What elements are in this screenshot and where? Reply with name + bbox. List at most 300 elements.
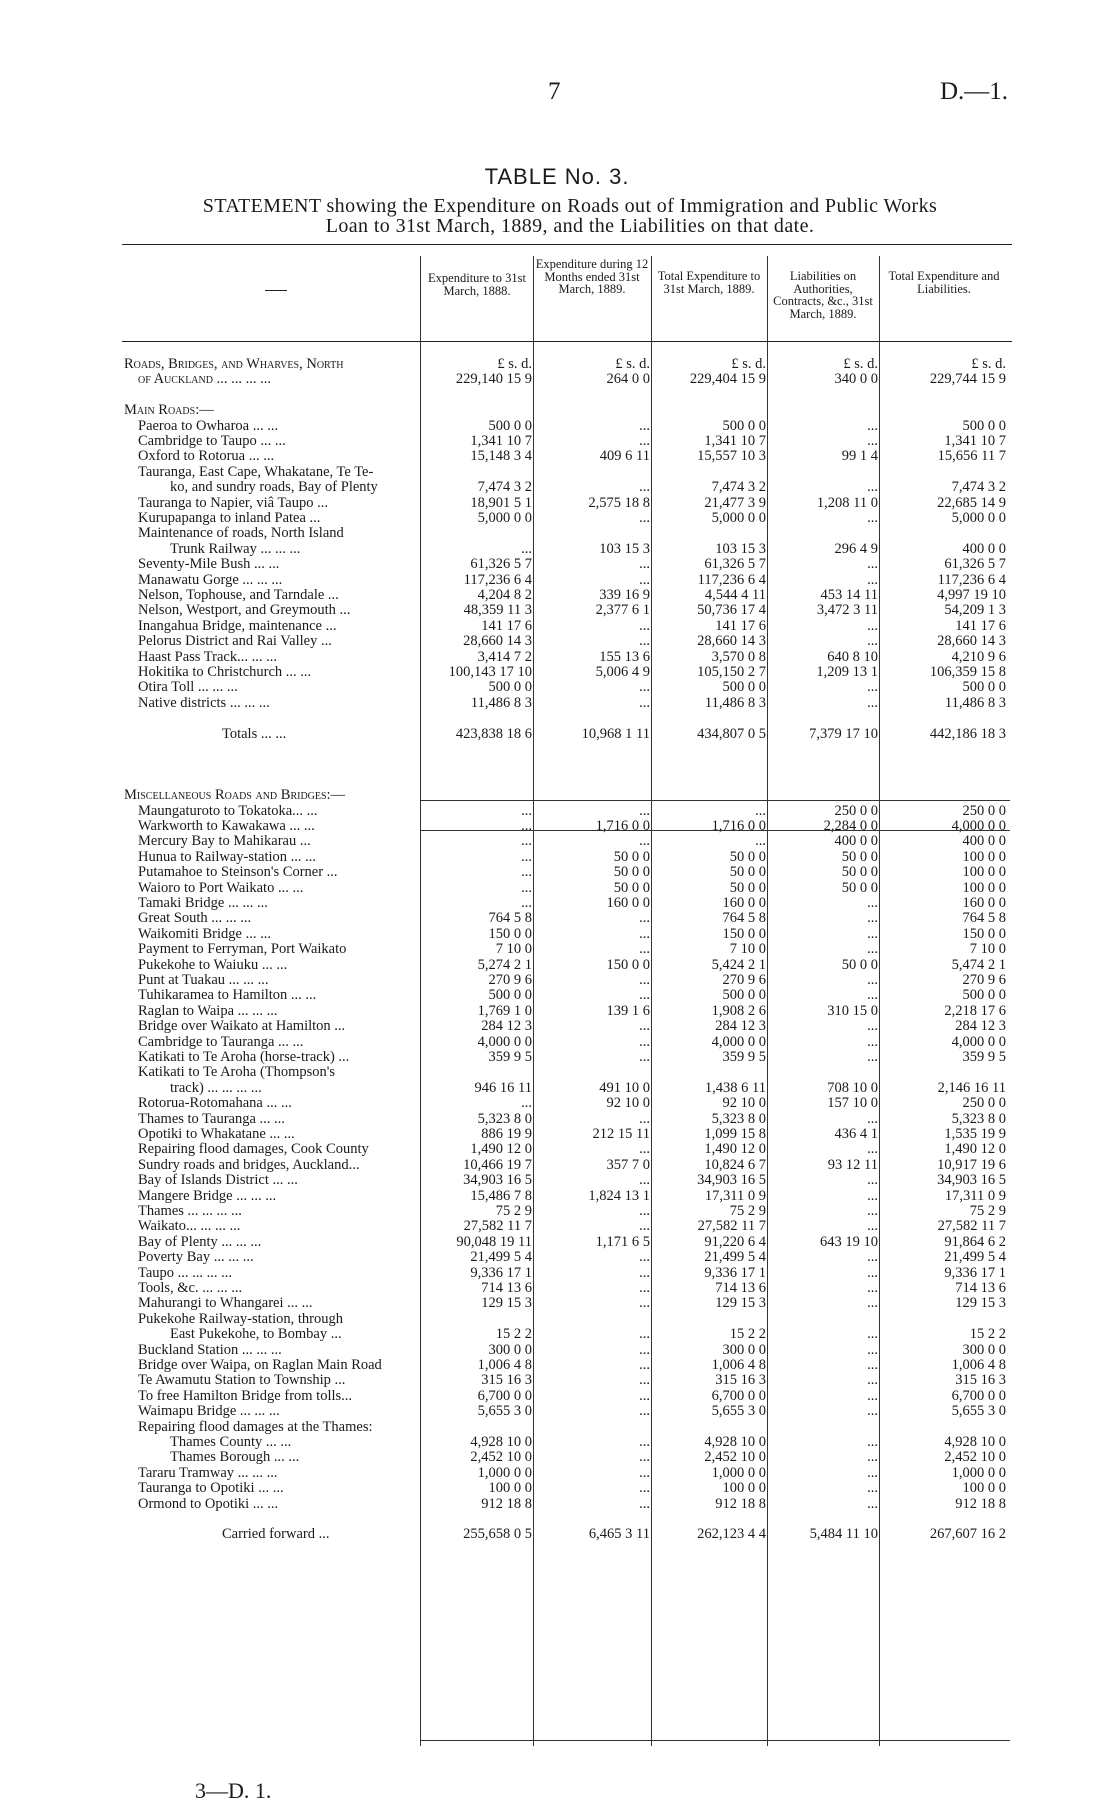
row-value-col1: 7 10 0 <box>495 941 532 958</box>
row-value-col5: 2,146 16 11 <box>937 1079 1006 1096</box>
row-value-col5: 315 16 3 <box>955 1372 1006 1389</box>
row-value-col3: 61,326 5 7 <box>704 556 766 573</box>
row-value-col2: 1,824 13 1 <box>588 1187 650 1204</box>
row-value-col1: 18,901 5 1 <box>470 494 532 511</box>
table-row <box>0 926 1114 942</box>
footer-signature: 3—D. 1. <box>195 1778 272 1803</box>
row-value-col3: 15,557 10 3 <box>697 448 766 465</box>
row-label: Nelson, Westport, and Greymouth ... <box>138 602 351 619</box>
table-row <box>0 418 1114 434</box>
row-value-col5: 17,311 0 9 <box>944 1187 1006 1204</box>
table-row <box>0 1249 1114 1265</box>
row-value-col3: 2,452 10 0 <box>704 1449 766 1466</box>
row-label: Roads, Bridges, and Wharves, North <box>124 356 344 372</box>
row-value-col3: 50 0 0 <box>729 864 766 881</box>
row-value-col1: 2,452 10 0 <box>470 1449 532 1466</box>
table-row <box>0 1265 1114 1281</box>
row-value-col4: ... <box>867 987 878 1004</box>
row-value-col2: 10,968 1 11 <box>581 725 650 742</box>
table-row <box>0 1419 1114 1435</box>
row-value-col3: 50 0 0 <box>729 848 766 865</box>
row-value-col5: 4,000 0 0 <box>951 818 1006 834</box>
table-row <box>0 1234 1114 1250</box>
row-value-col2: ... <box>639 1480 650 1497</box>
row-value-col4: ... <box>867 617 878 634</box>
row-value-col5: 500 0 0 <box>962 987 1006 1004</box>
row-value-col3: 3,570 0 8 <box>711 648 766 665</box>
row-value-col3: 500 0 0 <box>722 679 766 696</box>
row-value-col4: 453 14 11 <box>820 587 878 603</box>
row-value-col2: 139 1 6 <box>606 1002 650 1019</box>
row-value-col1: 11,486 8 3 <box>470 694 532 711</box>
row-value-col3: 1,006 4 8 <box>711 1357 766 1373</box>
row-value-col1: 28,660 14 3 <box>463 633 532 650</box>
table-row <box>0 572 1114 588</box>
header-liabilities: Liabilities on Authorities, Contracts, &c., 31st March, 1889. <box>773 269 873 321</box>
row-value-col5: 100 0 0 <box>962 1480 1006 1497</box>
row-value-col4: ... <box>867 1033 878 1050</box>
page-number: 7 <box>548 78 561 105</box>
row-label: Tauranga to Opotiki ... ... <box>138 1480 284 1497</box>
row-value-col1: 6,700 0 0 <box>477 1387 532 1404</box>
row-value-col5: 250 0 0 <box>962 802 1006 819</box>
row-value-col1: 315 16 3 <box>481 1372 532 1389</box>
row-value-col4: ... <box>867 1372 878 1389</box>
row-value-col2: ... <box>639 802 650 819</box>
row-label: To free Hamilton Bridge from tolls... <box>138 1387 353 1404</box>
row-value-col2: ... <box>639 433 650 449</box>
table-row <box>0 1064 1114 1080</box>
table-row <box>0 957 1114 973</box>
row-value-col2: 264 0 0 <box>606 371 650 388</box>
row-value-col2: 92 10 0 <box>606 1095 650 1112</box>
row-value-col4: 93 12 11 <box>827 1156 878 1173</box>
row-value-col3: 315 16 3 <box>715 1372 766 1389</box>
row-value-col2: ... <box>639 556 650 573</box>
row-label: Katikati to Te Aroha (horse-track) ... <box>138 1049 350 1065</box>
table-row <box>0 1449 1114 1465</box>
row-value-col3: 500 0 0 <box>722 417 766 434</box>
table-row <box>0 1434 1114 1450</box>
table-row <box>0 1295 1114 1311</box>
row-value-col5: 400 0 0 <box>962 833 1006 850</box>
row-value-col1: 5,323 8 0 <box>477 1110 532 1127</box>
row-value-col1: 15 2 2 <box>495 1326 532 1343</box>
table-row <box>0 587 1114 603</box>
row-value-col4: ... <box>867 1018 878 1035</box>
row-value-col2: 409 6 11 <box>599 448 650 465</box>
row-value-col1: 34,903 16 5 <box>463 1172 532 1189</box>
row-value-col5: 34,903 16 5 <box>937 1172 1006 1189</box>
row-label: Repairing flood damages, Cook County <box>138 1141 369 1158</box>
row-value-col4: ... <box>867 1203 878 1219</box>
table-row <box>0 941 1114 957</box>
table-row <box>0 1496 1114 1512</box>
row-value-col3: 5,424 2 1 <box>711 956 766 973</box>
row-value-col1: 714 13 6 <box>481 1280 532 1296</box>
row-value-col2: ... <box>639 1018 650 1035</box>
row-value-col4: ... <box>867 1480 878 1497</box>
row-label: Oxford to Rotorua ... ... <box>138 448 275 465</box>
table-row <box>0 1203 1114 1219</box>
row-value-col5: 359 9 5 <box>962 1049 1006 1065</box>
table-row <box>0 479 1114 495</box>
row-value-col5: 4,000 0 0 <box>951 1033 1006 1050</box>
table-row <box>0 649 1114 665</box>
row-value-col5: 1,490 12 0 <box>944 1141 1006 1158</box>
row-value-col1: 886 19 9 <box>481 1126 532 1142</box>
row-value-col3: 28,660 14 3 <box>697 633 766 650</box>
row-label: Repairing flood damages at the Thames: <box>138 1418 373 1435</box>
row-value-col3: 284 12 3 <box>715 1018 766 1035</box>
row-value-col3: 75 2 9 <box>729 1203 766 1219</box>
row-value-col1: ... <box>521 1095 532 1112</box>
row-value-col3: 1,438 6 11 <box>704 1079 766 1096</box>
row-value-col3: 10,824 6 7 <box>704 1156 766 1173</box>
row-label: Hokitika to Christchurch ... ... <box>138 664 312 680</box>
row-value-col4: ... <box>867 1218 878 1235</box>
table-row <box>0 387 1114 403</box>
row-value-col1: 15,148 3 4 <box>470 448 532 465</box>
table-title: TABLE No. 3. <box>484 164 630 189</box>
table-row <box>0 1111 1114 1127</box>
row-value-col2: ... <box>639 1326 650 1343</box>
row-value-col5: 2,218 17 6 <box>944 1002 1006 1019</box>
row-value-col5: 150 0 0 <box>962 925 1006 942</box>
row-value-col4: ... <box>867 1295 878 1312</box>
row-value-col5: 15 2 2 <box>969 1326 1006 1343</box>
row-value-col3: 262,123 4 4 <box>697 1526 766 1543</box>
header-bottom-rule <box>122 341 1012 342</box>
row-value-col4: ... <box>867 1280 878 1296</box>
row-label: Cambridge to Tauranga ... ... <box>138 1033 304 1050</box>
row-label: Sundry roads and bridges, Auckland... <box>138 1156 360 1173</box>
row-value-col5: 27,582 11 7 <box>937 1218 1006 1235</box>
row-value-col5: 61,326 5 7 <box>944 556 1006 573</box>
row-value-col5: 160 0 0 <box>962 895 1006 911</box>
row-value-col1: ... <box>521 864 532 881</box>
row-label: Maungaturoto to Tokatoka... ... <box>138 802 318 819</box>
row-value-col3: 764 5 8 <box>722 910 766 927</box>
row-value-col2: 339 16 9 <box>599 587 650 603</box>
row-value-col2: ... <box>639 1387 650 1404</box>
row-label: Main Roads:— <box>124 402 214 419</box>
row-value-col4: 640 8 10 <box>827 648 878 665</box>
table-row <box>0 1218 1114 1234</box>
row-value-col4: ... <box>867 679 878 696</box>
table-row <box>0 664 1114 680</box>
row-label: Buckland Station ... ... ... <box>138 1341 282 1358</box>
row-value-col1: 229,140 15 9 <box>455 371 532 388</box>
row-value-col2: ... <box>639 1264 650 1281</box>
row-label: Cambridge to Taupo ... ... <box>138 433 286 449</box>
row-value-col5: 5,000 0 0 <box>951 510 1006 526</box>
row-label: Mahurangi to Whangarei ... ... <box>138 1295 313 1312</box>
row-value-col4: ... <box>867 1110 878 1127</box>
row-value-col4: 340 0 0 <box>834 371 878 388</box>
row-value-col2: ... <box>639 833 650 850</box>
row-value-col5: 267,607 16 2 <box>929 1526 1006 1543</box>
row-label: Katikati to Te Aroha (Thompson's <box>138 1064 336 1081</box>
row-value-col4: ... <box>867 1141 878 1158</box>
table-row <box>0 356 1114 372</box>
row-value-col1: 5,000 0 0 <box>477 510 532 526</box>
table-row <box>0 1311 1114 1327</box>
row-value-col3: 270 9 6 <box>722 972 766 988</box>
row-value-col2: ... <box>639 510 650 526</box>
row-label: Waikomiti Bridge ... ... <box>138 925 271 942</box>
row-value-col2: 491 10 0 <box>599 1079 650 1096</box>
row-value-col2: ... <box>639 694 650 711</box>
table-row <box>0 1080 1114 1096</box>
row-label: Thames to Tauranga ... ... <box>138 1110 285 1127</box>
row-value-col1: 500 0 0 <box>488 679 532 696</box>
row-value-col3: 141 17 6 <box>715 617 766 634</box>
row-value-col5: 1,000 0 0 <box>951 1464 1006 1481</box>
table-row <box>0 1172 1114 1188</box>
row-value-col5: 15,656 11 7 <box>937 448 1006 465</box>
table-row <box>0 1126 1114 1142</box>
row-value-col3: 229,404 15 9 <box>689 371 766 388</box>
row-value-col1: 150 0 0 <box>488 925 532 942</box>
row-value-col5: 11,486 8 3 <box>944 694 1006 711</box>
row-value-col4: ... <box>867 1341 878 1358</box>
row-value-col5: 106,359 15 8 <box>929 664 1006 680</box>
table-row <box>0 972 1114 988</box>
row-value-col4: ... <box>867 417 878 434</box>
row-value-col4: 50 0 0 <box>841 879 878 896</box>
row-label: Kurupapanga to inland Patea ... <box>138 510 321 526</box>
row-value-col1: 129 15 3 <box>481 1295 532 1312</box>
row-value-col2: ... <box>639 1249 650 1266</box>
row-value-col2: ... <box>639 972 650 988</box>
row-value-col4: ... <box>867 1264 878 1281</box>
row-value-col3: ... <box>755 833 766 850</box>
row-value-col2: ... <box>639 1449 650 1466</box>
row-value-col2: ... <box>639 1172 650 1189</box>
row-label: Raglan to Waipa ... ... ... <box>138 1002 278 1019</box>
row-value-col3: 92 10 0 <box>722 1095 766 1112</box>
row-value-col4: ... <box>867 895 878 911</box>
row-value-col4: ... <box>867 1049 878 1065</box>
row-value-col2: 2,377 6 1 <box>595 602 650 619</box>
row-value-col3: 7,474 3 2 <box>711 479 766 496</box>
row-value-col2: ... <box>639 1357 650 1373</box>
row-value-col3: 1,341 10 7 <box>704 433 766 449</box>
table-row <box>0 880 1114 896</box>
row-value-col1: 1,000 0 0 <box>477 1464 532 1481</box>
table-row <box>0 602 1114 618</box>
row-value-col3: 50 0 0 <box>729 879 766 896</box>
row-label: Bridge over Waipa, on Raglan Main Road <box>138 1357 382 1373</box>
row-value-col4: 50 0 0 <box>841 864 878 881</box>
row-value-col2: ... <box>639 1464 650 1481</box>
table-row <box>0 1049 1114 1065</box>
row-value-col1: 100,143 17 10 <box>448 664 532 680</box>
row-label: Pukekohe Railway-station, through <box>138 1310 343 1327</box>
header-dash <box>265 290 287 291</box>
table-row <box>0 726 1114 742</box>
row-value-col1: 1,490 12 0 <box>470 1141 532 1158</box>
table-row <box>0 710 1114 726</box>
row-value-col4: ... <box>867 479 878 496</box>
table-row <box>0 833 1114 849</box>
table-row <box>0 402 1114 418</box>
row-value-col5: 117,236 6 4 <box>937 571 1006 588</box>
table-row <box>0 1018 1114 1034</box>
row-value-col5: 1,535 19 9 <box>944 1126 1006 1142</box>
table-row <box>0 987 1114 1003</box>
row-value-col5: 7,474 3 2 <box>951 479 1006 496</box>
row-label: Paeroa to Owharoa ... ... <box>138 417 279 434</box>
row-value-col3: 1,000 0 0 <box>711 1464 766 1481</box>
row-value-col3: 15 2 2 <box>729 1326 766 1343</box>
row-value-col5: 54,209 1 3 <box>944 602 1006 619</box>
row-value-col2: 6,465 3 11 <box>588 1526 650 1543</box>
row-value-col1: 284 12 3 <box>481 1018 532 1035</box>
row-value-col3: 434,807 0 5 <box>697 725 766 742</box>
table-row <box>0 556 1114 572</box>
header-total-expenditure-and-liabilities: Total Expenditure and Liabilities. <box>888 269 1000 296</box>
row-value-col5: 250 0 0 <box>962 1095 1006 1112</box>
row-label: Thames County ... ... <box>170 1434 292 1450</box>
row-value-col2: 1,716 0 0 <box>595 818 650 834</box>
row-value-col2: ... <box>639 1033 650 1050</box>
statement-line-2: Loan to 31st March, 1889, and the Liabilities on that date. <box>325 215 815 237</box>
table-row <box>0 679 1114 695</box>
row-value-col5: 442,186 18 3 <box>929 725 1006 742</box>
row-value-col1: ... <box>521 879 532 896</box>
row-label: Tuhikaramea to Hamilton ... ... <box>138 987 317 1004</box>
row-value-col1: 4,204 8 2 <box>477 587 532 603</box>
row-value-col5: 270 9 6 <box>962 972 1006 988</box>
row-label: Waioro to Port Waikato ... ... <box>138 879 304 896</box>
row-value-col4: £ s. d. <box>843 356 878 372</box>
row-value-col2: ... <box>639 1495 650 1512</box>
row-value-col4: 99 1 4 <box>841 448 878 465</box>
row-value-col5: 28,660 14 3 <box>937 633 1006 650</box>
totals-rule-bottom <box>420 830 1010 831</box>
row-value-col5: 764 5 8 <box>962 910 1006 927</box>
row-value-col1: 48,359 11 3 <box>463 602 532 619</box>
row-value-col4: ... <box>867 633 878 650</box>
table-row <box>0 695 1114 711</box>
row-value-col3: 50,736 17 4 <box>697 602 766 619</box>
row-label: Mercury Bay to Mahikarau ... <box>138 833 311 850</box>
row-value-col4: ... <box>867 433 878 449</box>
row-value-col2: 103 15 3 <box>599 540 650 557</box>
row-value-col4: 1,209 13 1 <box>816 664 878 680</box>
row-value-col2: ... <box>639 1049 650 1065</box>
table-row <box>0 1526 1114 1542</box>
row-label: Tools, &c. ... ... ... <box>138 1280 243 1296</box>
row-value-col4: ... <box>867 510 878 526</box>
row-value-col3: 300 0 0 <box>722 1341 766 1358</box>
row-value-col2: 5,006 4 9 <box>595 664 650 680</box>
row-value-col5: 229,744 15 9 <box>929 371 1006 388</box>
row-value-col4: ... <box>867 1249 878 1266</box>
row-value-col3: 1,908 2 6 <box>711 1002 766 1019</box>
row-label: Haast Pass Track... ... ... <box>138 648 277 665</box>
row-value-col4: 296 4 9 <box>834 540 878 557</box>
row-value-col2: ... <box>639 679 650 696</box>
row-label: Inangahua Bridge, maintenance ... <box>138 617 337 634</box>
row-value-col1: 90,048 19 11 <box>456 1233 532 1250</box>
table-row <box>0 371 1114 387</box>
row-value-col5: 5,655 3 0 <box>951 1403 1006 1420</box>
row-label: Warkworth to Kawakawa ... ... <box>138 818 315 834</box>
table-row <box>0 1141 1114 1157</box>
row-value-col3: 5,323 8 0 <box>711 1110 766 1127</box>
table-row <box>0 618 1114 634</box>
row-value-col1: 75 2 9 <box>495 1203 532 1219</box>
row-label: Totals ... ... <box>222 725 287 742</box>
row-value-col5: 912 18 8 <box>955 1495 1006 1512</box>
row-value-col5: 100 0 0 <box>962 848 1006 865</box>
row-value-col1: ... <box>521 833 532 850</box>
table-row <box>0 772 1114 788</box>
table-row <box>0 895 1114 911</box>
table-row <box>0 1326 1114 1342</box>
row-value-col3: 4,544 4 11 <box>704 587 766 603</box>
row-value-col3: 714 13 6 <box>715 1280 766 1296</box>
row-value-col2: ... <box>639 1295 650 1312</box>
table-row <box>0 1157 1114 1173</box>
statement-heading <box>125 196 1015 236</box>
row-value-col5: 714 13 6 <box>955 1280 1006 1296</box>
row-value-col5: 5,323 8 0 <box>951 1110 1006 1127</box>
table-row <box>0 1342 1114 1358</box>
row-value-col4: ... <box>867 571 878 588</box>
table-row <box>0 633 1114 649</box>
row-value-col3: 6,700 0 0 <box>711 1387 766 1404</box>
row-value-col2: ... <box>639 1280 650 1296</box>
row-value-col3: 912 18 8 <box>715 1495 766 1512</box>
row-label: Miscellaneous Roads and Bridges:— <box>124 787 346 804</box>
page-reference: D.—1. <box>940 78 1009 105</box>
row-value-col2: ... <box>639 941 650 958</box>
row-value-col4: 250 0 0 <box>834 802 878 819</box>
row-value-col2: 212 15 11 <box>592 1126 650 1142</box>
row-value-col4: ... <box>867 972 878 988</box>
row-value-col1: ... <box>521 802 532 819</box>
table-row <box>0 448 1114 464</box>
row-value-col5: 75 2 9 <box>969 1203 1006 1219</box>
row-value-col1: 764 5 8 <box>488 910 532 927</box>
row-value-col5: 129 15 3 <box>955 1295 1006 1312</box>
row-label: East Pukekohe, to Bombay ... <box>170 1326 342 1343</box>
row-value-col2: ... <box>639 617 650 634</box>
table-row <box>0 1403 1114 1419</box>
row-value-col4: ... <box>867 1449 878 1466</box>
row-value-col4: 7,379 17 10 <box>809 725 878 742</box>
row-value-col1: 9,336 17 1 <box>470 1264 532 1281</box>
row-value-col2: 50 0 0 <box>613 879 650 896</box>
row-value-col1: 5,655 3 0 <box>477 1403 532 1420</box>
table-row <box>0 849 1114 865</box>
table-row <box>0 1188 1114 1204</box>
row-value-col5: 9,336 17 1 <box>944 1264 1006 1281</box>
row-value-col3: 103 15 3 <box>715 540 766 557</box>
table-row <box>0 495 1114 511</box>
row-label: track) ... ... ... ... <box>170 1079 262 1096</box>
row-value-col3: 359 9 5 <box>722 1049 766 1065</box>
row-label: of Auckland ... ... ... ... <box>138 371 271 388</box>
row-value-col5: 91,864 6 2 <box>944 1233 1006 1250</box>
row-value-col2: ... <box>639 1372 650 1389</box>
row-value-col3: 9,336 17 1 <box>704 1264 766 1281</box>
row-value-col3: 150 0 0 <box>722 925 766 942</box>
